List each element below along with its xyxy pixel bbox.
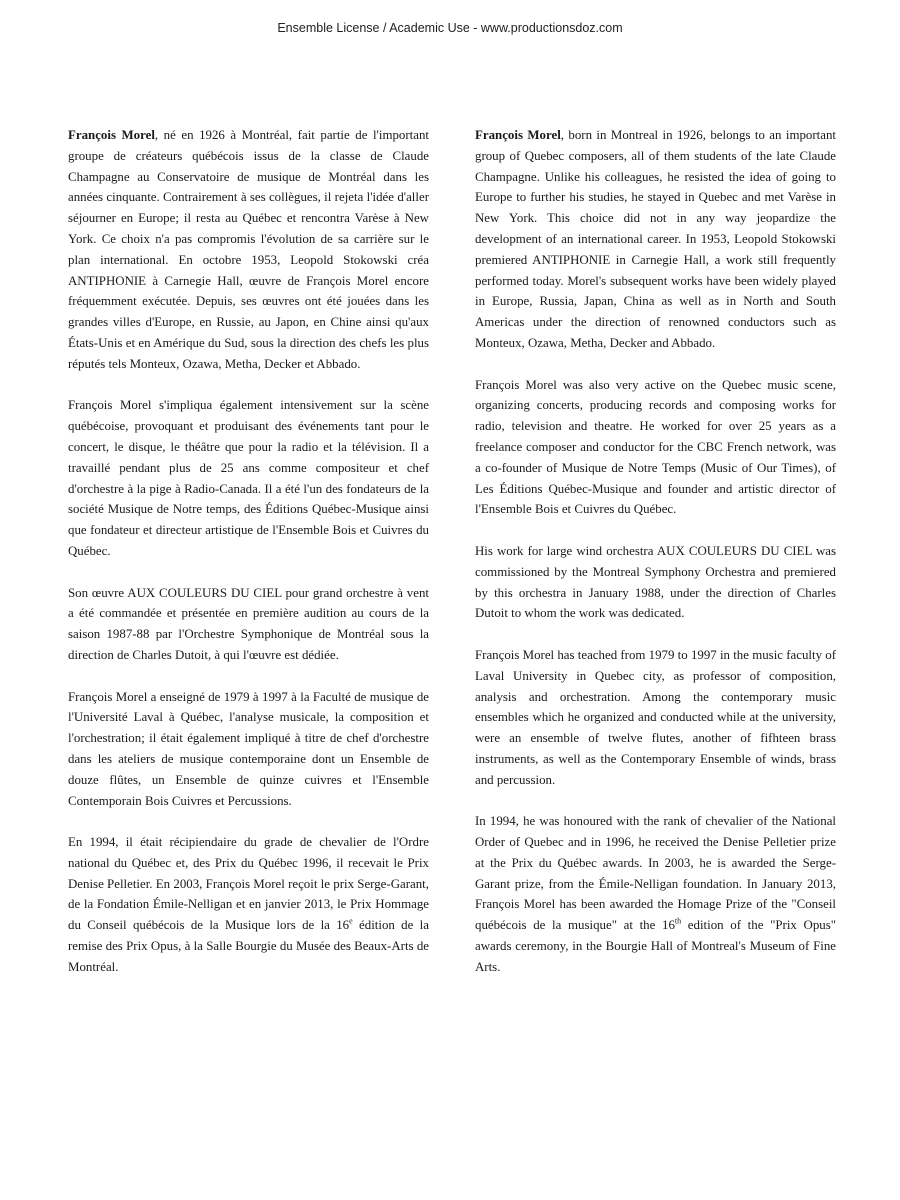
en-p5-superscript: th: [674, 916, 682, 926]
fr-composer-name: François Morel: [68, 128, 155, 142]
fr-p5-text-b: édition de la remise des Prix Opus, à la Salle Bourgie du Musée des Beaux-Arts de Montréal.: [68, 918, 429, 974]
en-composer-name: François Morel: [475, 128, 561, 142]
fr-paragraph-1: [68, 125, 429, 375]
en-paragraph-3: His work for large wind orchestra AUX COULEURS DU CIEL was commissioned by the Montreal Symphony Orchestra and premiered by this orchestra in January 1988, under the direction of Charles Dutoit to whom the work was dedicated.: [475, 543, 836, 621]
en-paragraph-5: [475, 811, 836, 977]
en-paragraph-2: François Morel was also very active on the Quebec music scene, organizing concerts, producing records and composing works for radio, television and theatre. He worked for over 25 years as a freelance composer and conductor for the CBC French network, was a co-founder of Musique de Notre Temps (Music of Our Times), of Les Éditions Québec-Musique and founder and artistic director of l'Ensemble Bois et Cuivres du Québec.: [475, 377, 836, 517]
en-p5-text-b: edition of the "Prix Opus" awards ceremony, in the Bourgie Hall of Montreal's Museum of Fine Arts.: [475, 918, 836, 974]
french-column: [68, 125, 429, 998]
en-p1-text: , born in Montreal in 1926, belongs to an important group of Quebec composers, all of them students of the late Claude Champagne. Unlike his colleagues, he resisted the idea of going to Europe to further his studies, he stayed in Quebec and met Varèse in New York. This choice did not in any way jeopardize the development of an international career. In 1953, Leopold Stokowski premiered ANTIPHONIE in Carnegie Hall, a work still frequently performed today. Morel's subsequent works have been widely played in Europe, Russia, Japan, China as well as in North and South Americas under the direction of renowned conductors such as Monteux, Ozawa, Metha, Decker and Abbado.: [475, 128, 836, 350]
fr-p5-text-a: En 1994, il était récipiendaire du grade de chevalier de l'Ordre national du Québec et, des Prix du Québec 1996, il recevait le Prix Denise Pelletier. En 2003, François Morel reçoit le prix Serge-Garant, de la Fondation Émile-Nelligan et en janvier 2013, le Prix Hommage du Conseil québécois de la Musique lors de la 16: [68, 835, 429, 933]
fr-paragraph-2: François Morel s'impliqua également intensivement sur la scène québécoise, provoquant et produisant des événements tant pour le concert, le disque, le théâtre que pour la radio et la télévision. Il a travaillé pendant plus de 25 ans comme compositeur et chef d'orchestre à la pige à Radio-Canada. Il a été l'un des fondateurs de la société Musique de Notre temps, des Éditions Québec-Musique ainsi que fondateur et directeur artistique de l'Ensemble Bois et Cuivres du Québec.: [68, 398, 429, 558]
fr-paragraph-5: [68, 832, 429, 978]
fr-paragraph-4: François Morel a enseigné de 1979 à 1997 à la Faculté de musique de l'Université Laval à Québec, l'analyse musicale, la composition et l'orchestration; il était également impliqué à titre de chef d'orchestre dans les ateliers de musique contemporaine dont un Ensemble de douze flûtes, un Ensemble de quinze cuivres et l'Ensemble Contemporain Bois Cuivres et Percussions.: [68, 689, 429, 808]
english-column: [475, 125, 836, 998]
fr-p1-text: , né en 1926 à Montréal, fait partie de l'important groupe de créateurs québécois issus de la classe de Claude Champagne au Conservatoire de musique de Montréal dans les années cinquante. Contrairement à ses collègues, il rejeta l'idée d'aller séjourner en Europe; il resta au Québec et rencontra Varèse à New York. Ce choix n'a pas compromis l'évolution de sa carrière sur le plan international. En octobre 1953, Leopold Stokowski créa ANTIPHONIE à Carnegie Hall, œuvre de François Morel encore fréquemment exécutée. Depuis, ses œuvres ont été jouées dans les grandes villes d'Europe, en Russie, au Japon, en Chine ainsi qu'aux États-Unis et en Amérique du Sud, sous la direction des chefs les plus réputés tels Monteux, Ozawa, Metha, Decker et Abbado.: [68, 128, 429, 371]
en-paragraph-4: François Morel has teached from 1979 to 1997 in the music faculty of Laval University in Quebec city, as professor of composition, analysis and orchestration. Among the contemporary music ensembles which he organized and conducted while at the university, were an ensemble of twelve flutes, another of fifhteen brass instruments, as well as the Contemporary Ensemble of winds, brass and percussion.: [475, 647, 836, 787]
en-paragraph-1: [475, 125, 836, 354]
fr-paragraph-3: Son œuvre AUX COULEURS DU CIEL pour grand orchestre à vent a été commandée et présentée en première audition au cours de la saison 1987-88 par l'Orchestre Symphonique de Montréal sous la direction de Charles Dutoit, à qui l'œuvre est dédiée.: [68, 585, 429, 662]
fr-p5-superscript: e: [349, 916, 353, 926]
license-header: Ensemble License / Academic Use - www.productionsdoz.com: [277, 21, 623, 35]
en-p5-text-a: In 1994, he was honoured with the rank of chevalier of the National Order of Quebec and in 1996, he received the Denise Pelletier prize at the Prix du Québec awards. In 2003, he is awarded the Serge-Garant prize, from the Émile-Nelligan foundation. In January 2013, François Morel has been awarded the Homage Prize of the "Conseil québécois de la musique" at the 16: [475, 814, 836, 933]
